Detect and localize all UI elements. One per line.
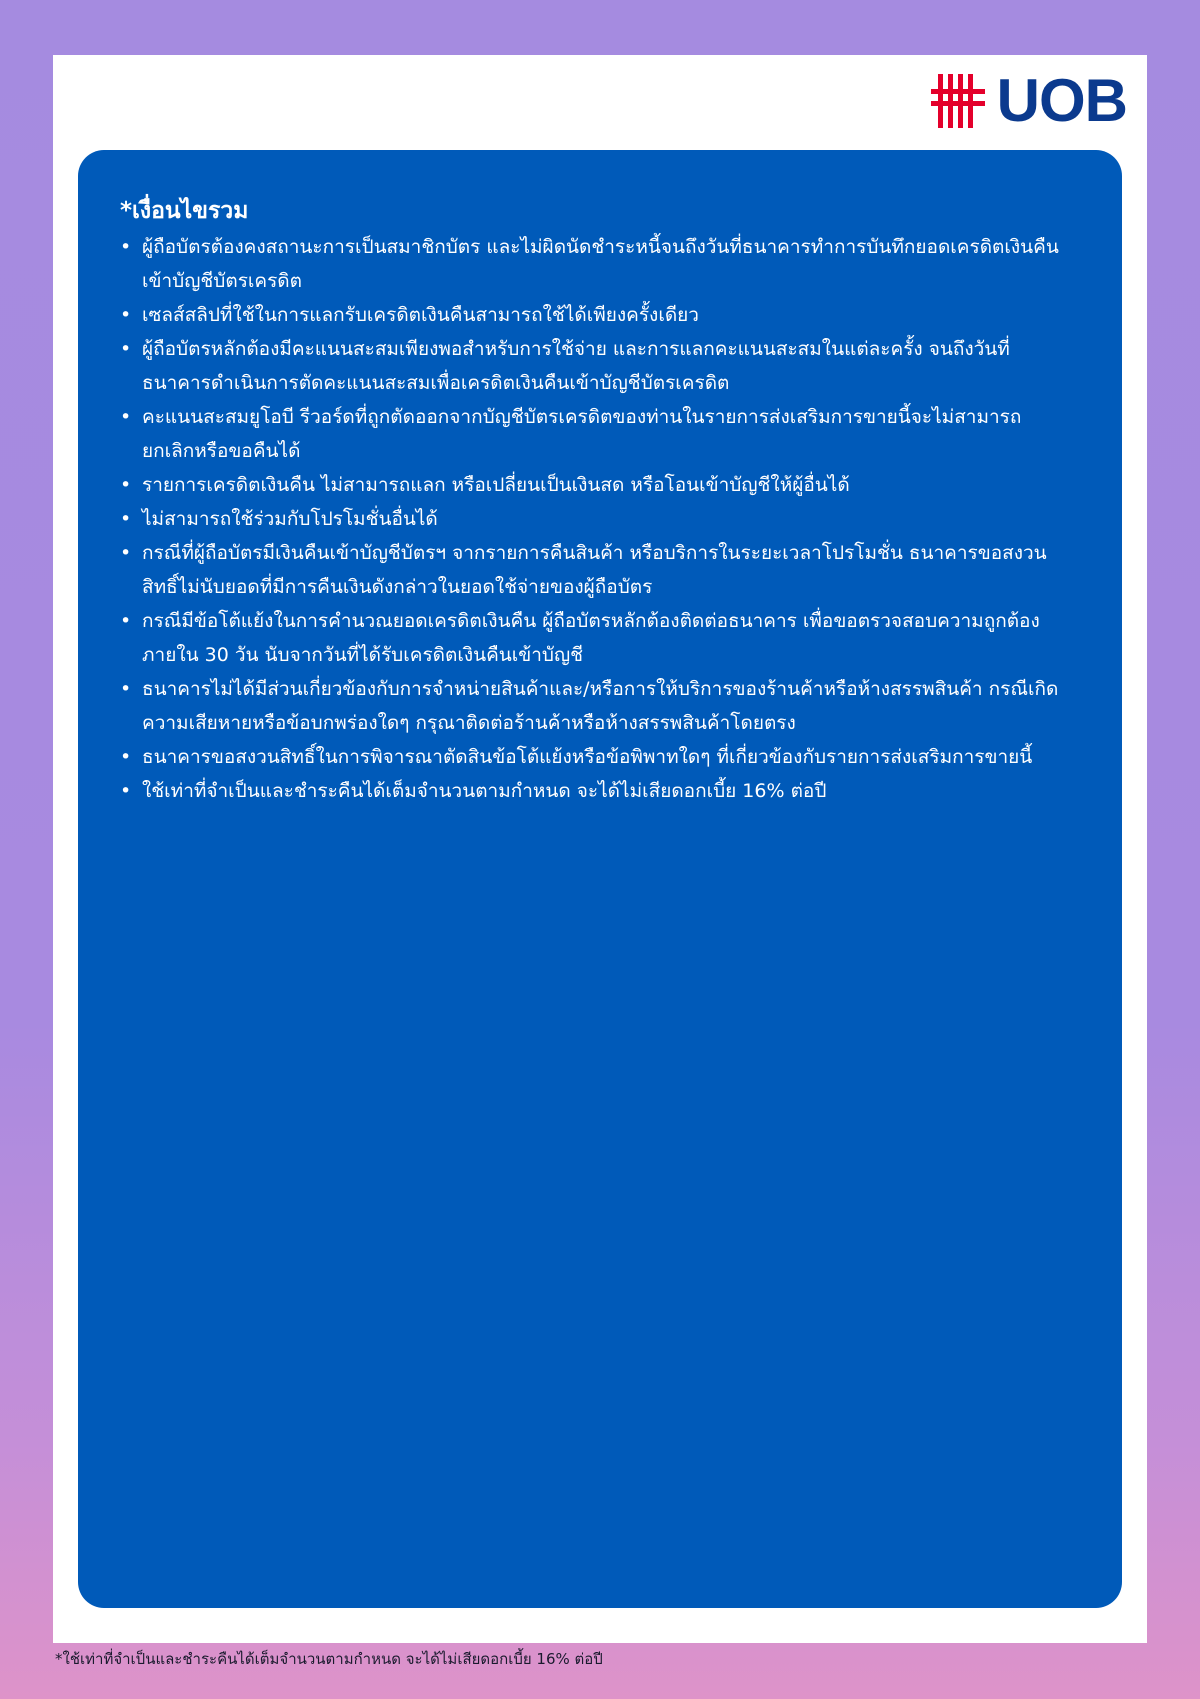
terms-panel: [78, 150, 1122, 1608]
terms-list: [120, 230, 1072, 808]
terms-item-text: ผู้ถือบัตรต้องคงสถานะการเป็นสมาชิกบัตร และไม่ผิดนัดชำระหนี้จนถึงวันที่ธนาคารทำการบันทึกยอดเครดิตเงินคืนเข้าบัญชีบัตรเครดิต: [142, 236, 1059, 292]
bullet-icon: •: [120, 304, 132, 326]
uob-logo-mark-icon: [929, 72, 987, 130]
terms-item-text: ธนาคารขอสงวนสิทธิ์ในการพิจารณาตัดสินข้อโต้แย้งหรือข้อพิพาทใดๆ ที่เกี่ยวข้องกับรายการส่งเสริมการขายนี้: [142, 746, 1033, 768]
terms-list-item: [120, 468, 1072, 502]
terms-list-item: [120, 332, 1072, 400]
terms-item-text: รายการเครดิตเงินคืน ไม่สามารถแลก หรือเปลี่ยนเป็นเงินสด หรือโอนเข้าบัญชีให้ผู้อื่นได้: [142, 474, 850, 496]
terms-item-text: เซลส์สลิปที่ใช้ในการแลกรับเครดิตเงินคืนสามารถใช้ได้เพียงครั้งเดียว: [142, 304, 699, 326]
terms-list-item: [120, 230, 1072, 298]
terms-list-item: [120, 672, 1072, 740]
bullet-icon: •: [120, 508, 132, 530]
terms-item-text: กรณีที่ผู้ถือบัตรมีเงินคืนเข้าบัญชีบัตรฯ จากรายการคืนสินค้า หรือบริการในระยะเวลาโปรโมชั่น ธนาคารขอสงวนสิทธิ์ไม่นับยอดที่มีการคืนเงินดังกล่าวในยอดใช้จ่ายของผู้ถือบัตร: [142, 542, 1047, 598]
content-card: [53, 55, 1147, 1643]
terms-item-text: ไม่สามารถใช้ร่วมกับโปรโมชั่นอื่นได้: [142, 508, 438, 530]
footnote: *ใช้เท่าที่จำเป็นและชำระคืนได้เต็มจำนวนตามกำหนด จะได้ไม่เสียดอกเบี้ย 16% ต่อปี: [55, 1650, 603, 1668]
terms-item-text: คะแนนสะสมยูโอบี รีวอร์ดที่ถูกตัดออกจากบัญชีบัตรเครดิตของท่านในรายการส่งเสริมการขายนี้จะไม่สามารถยกเลิกหรือขอคืนได้: [142, 406, 1022, 462]
terms-item-text: ธนาคารไม่ได้มีส่วนเกี่ยวข้องกับการจำหน่ายสินค้าและ/หรือการให้บริการของร้านค้าหรือห้างสรรพสินค้า กรณีเกิดความเสียหายหรือข้อบกพร่องใดๆ กรุณาติดต่อร้านค้าหรือห้างสรรพสินค้าโดยตรง: [142, 678, 1059, 734]
bullet-icon: •: [120, 474, 132, 496]
terms-item-text: กรณีมีข้อโต้แย้งในการคำนวณยอดเครดิตเงินคืน ผู้ถือบัตรหลักต้องติดต่อธนาคาร เพื่อขอตรวจสอบความถูกต้องภายใน 30 วัน นับจากวันที่ได้รับเครดิตเงินคืนเข้าบัญชี: [142, 610, 1040, 666]
uob-logo: [929, 67, 1127, 134]
terms-item-text: ผู้ถือบัตรหลักต้องมีคะแนนสะสมเพียงพอสำหรับการใช้จ่าย และการแลกคะแนนสะสมในแต่ละครั้ง จนถึงวันที่ธนาคารดำเนินการตัดคะแนนสะสมเพื่อเครดิตเงินคืนเข้าบัญชีบัตรเครดิต: [142, 338, 1010, 394]
terms-list-item: [120, 740, 1072, 774]
terms-list-item: [120, 774, 1072, 808]
uob-logo-text: UOB: [996, 67, 1127, 134]
bullet-icon: •: [120, 542, 132, 564]
bullet-icon: •: [120, 406, 132, 428]
terms-title: *เงื่อนไขรวม: [120, 198, 249, 224]
terms-item-text: ใช้เท่าที่จำเป็นและชำระคืนได้เต็มจำนวนตามกำหนด จะได้ไม่เสียดอกเบี้ย 16% ต่อปี: [142, 780, 827, 802]
bullet-icon: •: [120, 236, 132, 258]
bullet-icon: •: [120, 678, 132, 700]
terms-list-item: [120, 400, 1072, 468]
terms-list-item: [120, 536, 1072, 604]
bullet-icon: •: [120, 780, 132, 802]
terms-list-item: [120, 298, 1072, 332]
terms-list-item: [120, 604, 1072, 672]
bullet-icon: •: [120, 610, 132, 632]
bullet-icon: •: [120, 338, 132, 360]
bullet-icon: •: [120, 746, 132, 768]
terms-list-item: [120, 502, 1072, 536]
